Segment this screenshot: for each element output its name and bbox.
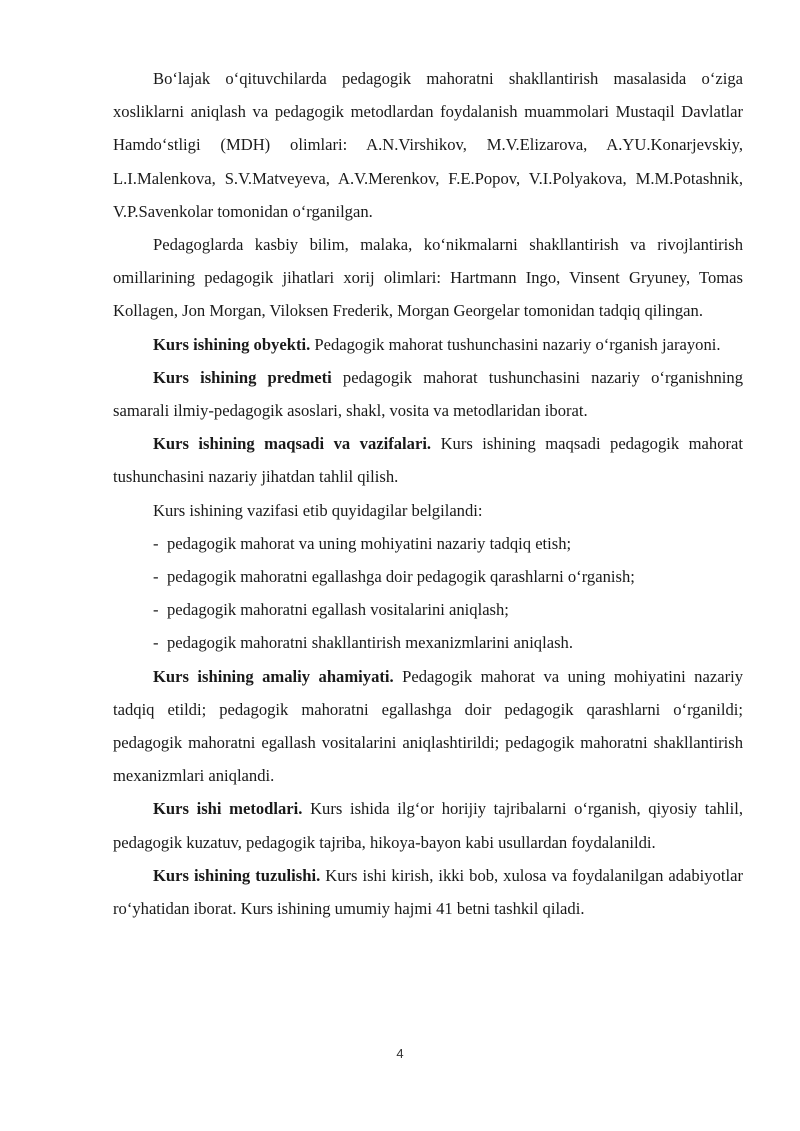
document-body [113,62,743,925]
structure-label: Kurs ishining tuzulishi. [153,865,321,885]
list-dash: - [153,533,159,553]
object-label: Kurs ishining obyekti. [153,334,311,354]
goals-label: Kurs ishining maqsadi va vazifalari. [153,434,432,454]
paragraph-cis-scholars: Bo‘lajak o‘qituvchilarda pedagogik mahoratni shakllantirish masalasida o‘ziga xosliklarni aniqlash va pedagogik metodlardan foydalanish muammolari Mustaqil Davlatlar Hamdo‘stligi (MDH) olimlari: A.N.Virshikov, M.V.Elizarova, A.YU.Konarjevskiy, L.I.Malenkova, S.V.Matveyeva, A.V.Merenkov, F.E.Popov, V.I.Polyakova, M.M.Potashnik, V.P.Savenkolar tomonidan o‘rganilgan. [113,69,743,221]
paragraph-foreign-scholars: Pedagoglarda kasbiy bilim, malaka, ko‘nikmalarni shakllantirish va rivojlantirish omillarining pedagogik jihatlari xorij olimlari: Hartmann Ingo, Vinsent Gryuney, Tomas Kollagen, Jon Morgan, Viloksen Frederik, Morgan Georgelar tomonidan tadqiq qilingan. [113,235,743,321]
list-dash: - [153,567,159,587]
subject-label: Kurs ishining predmeti [153,367,332,387]
list-dash: - [153,600,159,620]
task-text: pedagogik mahoratni shakllantirish mexanizmlarini aniqlash. [167,633,573,653]
practical-label: Kurs ishining amaliy ahamiyati. [153,666,394,686]
paragraph-practical [113,660,743,793]
page-number: 4 [396,1046,404,1061]
task-text: pedagogik mahoratni egallash vositalarini aniqlash; [167,600,509,620]
practical-text: Pedagogik mahorat va uning mohiyatini nazariy tadqiq etildi; pedagogik mahoratni egallashga doir pedagogik qarashlarni o‘rganildi; pedagogik mahoratni egallash vositalarini aniqlashtirildi; pedagogik mahoratni shakllantirish mexanizmlari aniqlandi. [113,666,744,786]
paragraph-structure [113,859,743,925]
paragraph-subject [113,361,743,427]
methods-text: Kurs ishida ilg‘or horijiy tajribalarni o‘rganish, qiyosiy tahlil, pedagogik kuzatuv, pedagogik tajriba, hikoya-bayon kabi usullardan foydalanildi. [113,799,743,852]
paragraph-methods [113,792,743,858]
goals-text: Kurs ishining maqsadi pedagogik mahorat tushunchasini nazariy jihatdan tahlil qilish. [113,434,743,487]
object-text: Pedagogik mahorat tushunchasini nazariy o‘rganish jarayoni. [310,334,721,354]
list-item [113,626,743,659]
task-text: pedagogik mahoratni egallashga doir pedagogik qarashlarni o‘rganish; [167,567,635,587]
structure-text: Kurs ishi kirish, ikki bob, xulosa va foydalanilgan adabiyotlar ro‘yhatidan iborat. Kurs ishining umumiy hajmi 41 betni tashkil qiladi. [113,865,743,919]
tasks-intro: Kurs ishining vazifasi etib quyidagilar belgilandi: [153,500,483,520]
subject-text: pedagogik mahorat tushunchasini nazariy o‘rganishning samarali ilmiy-pedagogik asoslari, shakl, vosita va metodlaridan iborat. [113,367,743,421]
list-item [113,593,743,626]
task-text: pedagogik mahorat va uning mohiyatini nazariy tadqiq etish; [167,533,572,553]
methods-label: Kurs ishi metodlari. [153,799,303,819]
list-item [113,527,743,560]
list-item [113,560,743,593]
paragraph-goals [113,427,743,493]
tasks-list [113,527,743,660]
paragraph-object [113,328,743,361]
list-dash: - [153,633,159,653]
